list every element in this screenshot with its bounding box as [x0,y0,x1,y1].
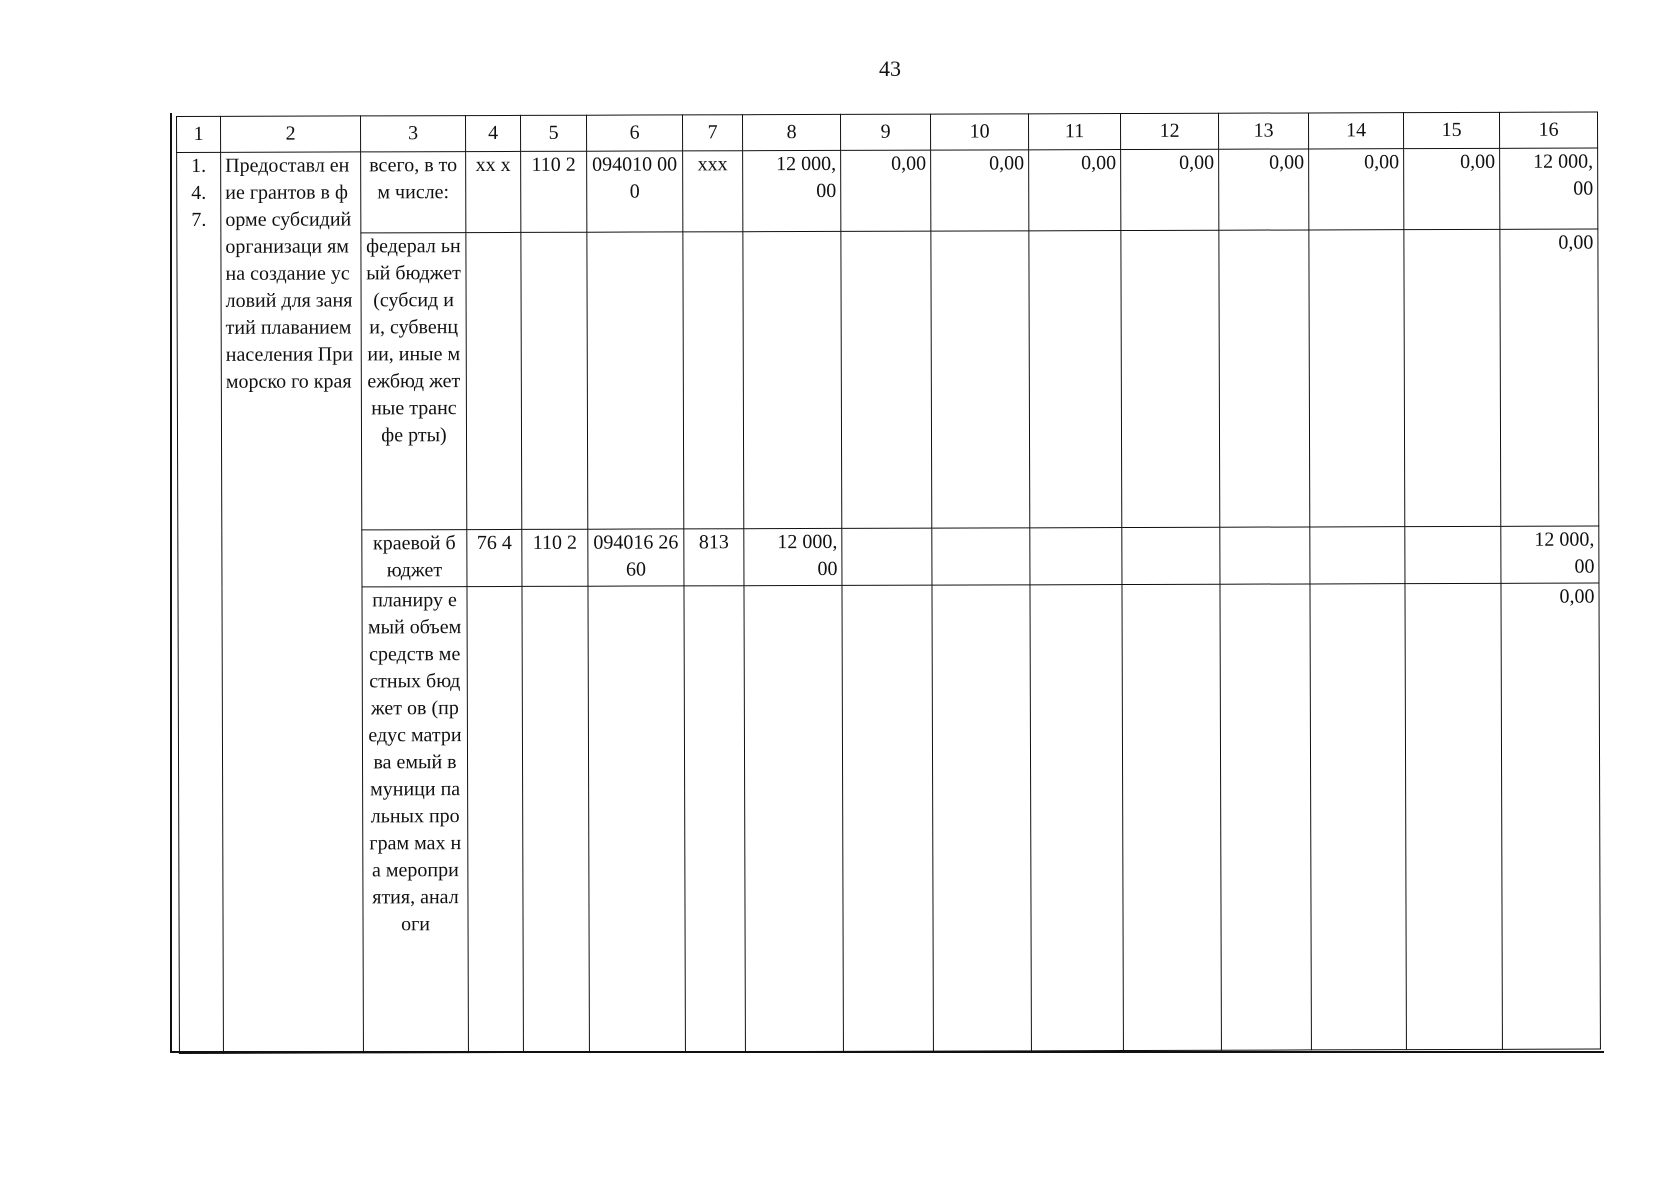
budget-table [176,112,1601,1054]
cell-col7 [683,232,744,529]
column-header: 11 [1028,114,1120,150]
cell-col13 [1219,230,1310,527]
cell-col7: 813 [684,529,744,586]
cell-col8: 12 000, 00 [744,528,842,585]
column-header: 8 [742,114,840,150]
cell-col16: 0,00 [1500,229,1599,526]
cell-col13: 0,00 [1219,149,1309,230]
cell-col8 [744,585,843,1051]
table-row-regional [178,526,1599,587]
cell-col9 [841,231,932,528]
cell-col14 [1310,584,1406,1050]
cell-col11 [1030,585,1123,1051]
table-row-federal [177,229,1599,530]
column-header: 5 [520,115,586,151]
column-header: 4 [466,115,521,151]
cell-col16: 0,00 [1501,583,1600,1049]
cell-col9 [842,528,932,585]
cell-col12 [1121,230,1220,527]
column-header: 1 [177,116,221,152]
cell-col15 [1405,583,1502,1049]
cell-col11 [1030,528,1122,585]
cell-col5 [521,232,588,529]
header-row [177,112,1598,152]
cell-col12 [1122,584,1221,1050]
cell-col6: 094016 2660 [588,529,684,586]
funding-source-cell: планиру емый объем средств местных бюджет ов (предус матрива емый в муници пальных програм мах на меропри ятия, аналоги [362,587,468,1053]
cell-col8: 12 000, 00 [743,150,841,231]
cell-col15 [1404,229,1501,526]
column-header: 10 [930,114,1028,150]
column-header: 15 [1403,112,1499,148]
column-header: 9 [840,114,930,150]
cell-col10 [932,585,1031,1051]
column-header: 14 [1308,113,1403,149]
cell-col7: ххх [683,151,743,232]
cell-col9: 0,00 [841,150,931,231]
cell-col12 [1122,527,1220,584]
cell-col16: 12 000, 00 [1500,148,1598,229]
cell-col5 [522,586,589,1052]
table-row-local [178,583,1600,1053]
cell-col9 [842,585,933,1051]
cell-col14: 0,00 [1309,149,1404,230]
cell-col7 [684,586,745,1052]
cell-col15: 0,00 [1404,148,1500,229]
cell-col14 [1310,527,1405,584]
cell-col6 [588,586,685,1052]
column-header: 2 [221,116,361,152]
row-index: 1. 4. 7. [177,152,224,1053]
column-header: 13 [1218,113,1308,149]
cell-col4: 76 4 [467,529,522,586]
column-header: 12 [1120,113,1218,149]
cell-col13 [1220,527,1310,584]
cell-col12: 0,00 [1121,149,1219,230]
cell-col11: 0,00 [1029,150,1121,231]
cell-col14 [1309,230,1405,527]
cell-col6: 094010 000 [587,151,683,232]
column-header: 16 [1499,112,1597,148]
cell-col5: 110 2 [522,529,588,586]
cell-col10 [931,231,1030,528]
cell-col10: 0,00 [931,150,1029,231]
funding-source-cell: федерал ьный бюджет (субсид ии, субвенц ии, иные межбюд жетные трансфе рты) [361,233,467,530]
table-row-total [177,148,1598,233]
cell-col13 [1220,584,1311,1050]
cell-col4: хх х [466,151,521,232]
cell-col5: 110 2 [521,151,587,232]
cell-col16: 12 000, 00 [1501,526,1599,583]
cell-col6 [587,232,684,529]
cell-col4 [467,586,523,1052]
column-header: 3 [361,116,466,152]
cell-col10 [932,528,1030,585]
column-header: 6 [586,115,682,151]
cell-col8 [743,231,842,528]
funding-source-cell: всего, в том числе: [361,152,466,233]
page-number: 43 [879,56,901,81]
cell-col11 [1029,231,1122,528]
column-header: 7 [682,115,742,151]
row-description: Предоставл ение грантов в форме субсидий организаци ям на создание условий для занятий плаванием населения Приморско го края [221,152,364,1053]
cell-col4 [466,232,522,529]
cell-col15 [1405,526,1501,583]
funding-source-cell: краевой бюджет [362,530,467,587]
